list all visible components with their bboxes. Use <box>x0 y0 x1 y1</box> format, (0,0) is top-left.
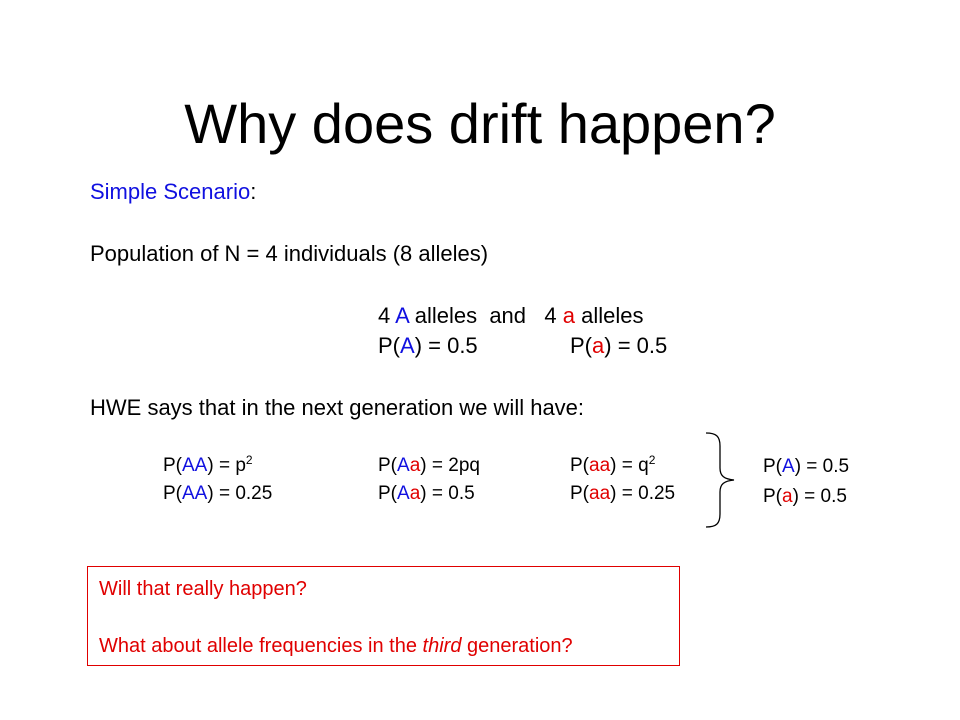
genotype-aa: aa <box>589 483 611 504</box>
genotype-AA-formula <box>163 454 253 478</box>
p-A-initial <box>378 332 478 360</box>
p-prefix: P( <box>163 455 182 476</box>
question-box <box>87 566 680 666</box>
p-prefix: P( <box>163 483 182 504</box>
question-line-2-suffix: generation? <box>461 635 573 657</box>
p-suffix: ) = 2pq <box>420 455 480 476</box>
allele-a: a <box>592 333 605 358</box>
p-prefix: P( <box>378 483 397 504</box>
p-suffix: ) = 0.5 <box>794 456 850 477</box>
curly-brace-icon <box>702 430 742 530</box>
scenario-heading-colon: : <box>250 179 257 204</box>
result-p-A <box>763 455 849 479</box>
population-line: Population of N = 4 individuals (8 alleles) <box>90 241 489 266</box>
count-a-suffix: alleles and 4 <box>408 303 563 328</box>
p-prefix: P( <box>378 333 400 358</box>
p-suffix: ) = 0.5 <box>414 333 478 358</box>
allele-a: a <box>782 486 793 507</box>
allele-a: a <box>562 303 575 328</box>
allele-A: A <box>395 303 409 328</box>
genotype-aa-value <box>570 482 675 506</box>
allele-a: a <box>409 455 421 476</box>
genotype-Aa-formula <box>378 454 480 478</box>
allele-counts <box>378 302 643 330</box>
result-p-a <box>763 485 847 509</box>
p-suffix: ) = q <box>610 455 649 476</box>
p-prefix: P( <box>570 483 589 504</box>
genotype-Aa-value <box>378 482 475 506</box>
p-prefix: P( <box>570 455 589 476</box>
p-prefix: P( <box>378 455 397 476</box>
allele-a: a <box>409 483 421 504</box>
allele-A: A <box>400 333 415 358</box>
allele-A: A <box>782 456 795 477</box>
count-recessive-suffix: alleles <box>574 303 644 328</box>
superscript: 2 <box>648 453 656 467</box>
count-a-prefix: 4 <box>378 303 396 328</box>
p-prefix: P( <box>763 456 782 477</box>
question-line-2-emphasis: third <box>422 635 462 657</box>
p-suffix: ) = 0.5 <box>792 486 847 507</box>
p-suffix: ) = 0.25 <box>610 483 676 504</box>
hwe-statement: HWE says that in the next generation we will have: <box>90 395 585 420</box>
p-suffix: ) = 0.5 <box>420 483 475 504</box>
superscript: 2 <box>245 453 253 467</box>
question-line-2 <box>99 634 573 658</box>
p-suffix: ) = 0.25 <box>207 483 273 504</box>
p-a-initial <box>570 332 667 360</box>
genotype-AA-value <box>163 482 272 506</box>
p-prefix: P( <box>763 486 782 507</box>
question-line-1: Will that really happen? <box>99 578 307 600</box>
genotype-AA: AA <box>182 483 208 504</box>
allele-A: A <box>397 483 410 504</box>
question-line-2-prefix: What about allele frequencies in the <box>99 635 423 657</box>
allele-A: A <box>397 455 410 476</box>
p-suffix: ) = p <box>207 455 246 476</box>
genotype-AA: AA <box>182 455 208 476</box>
genotype-aa: aa <box>589 455 611 476</box>
p-suffix: ) = 0.5 <box>604 333 668 358</box>
scenario-heading-text: Simple Scenario <box>90 179 251 204</box>
p-prefix: P( <box>570 333 592 358</box>
slide-title: Why does drift happen? <box>184 92 776 155</box>
scenario-heading <box>90 178 256 206</box>
genotype-aa-formula <box>570 454 655 478</box>
